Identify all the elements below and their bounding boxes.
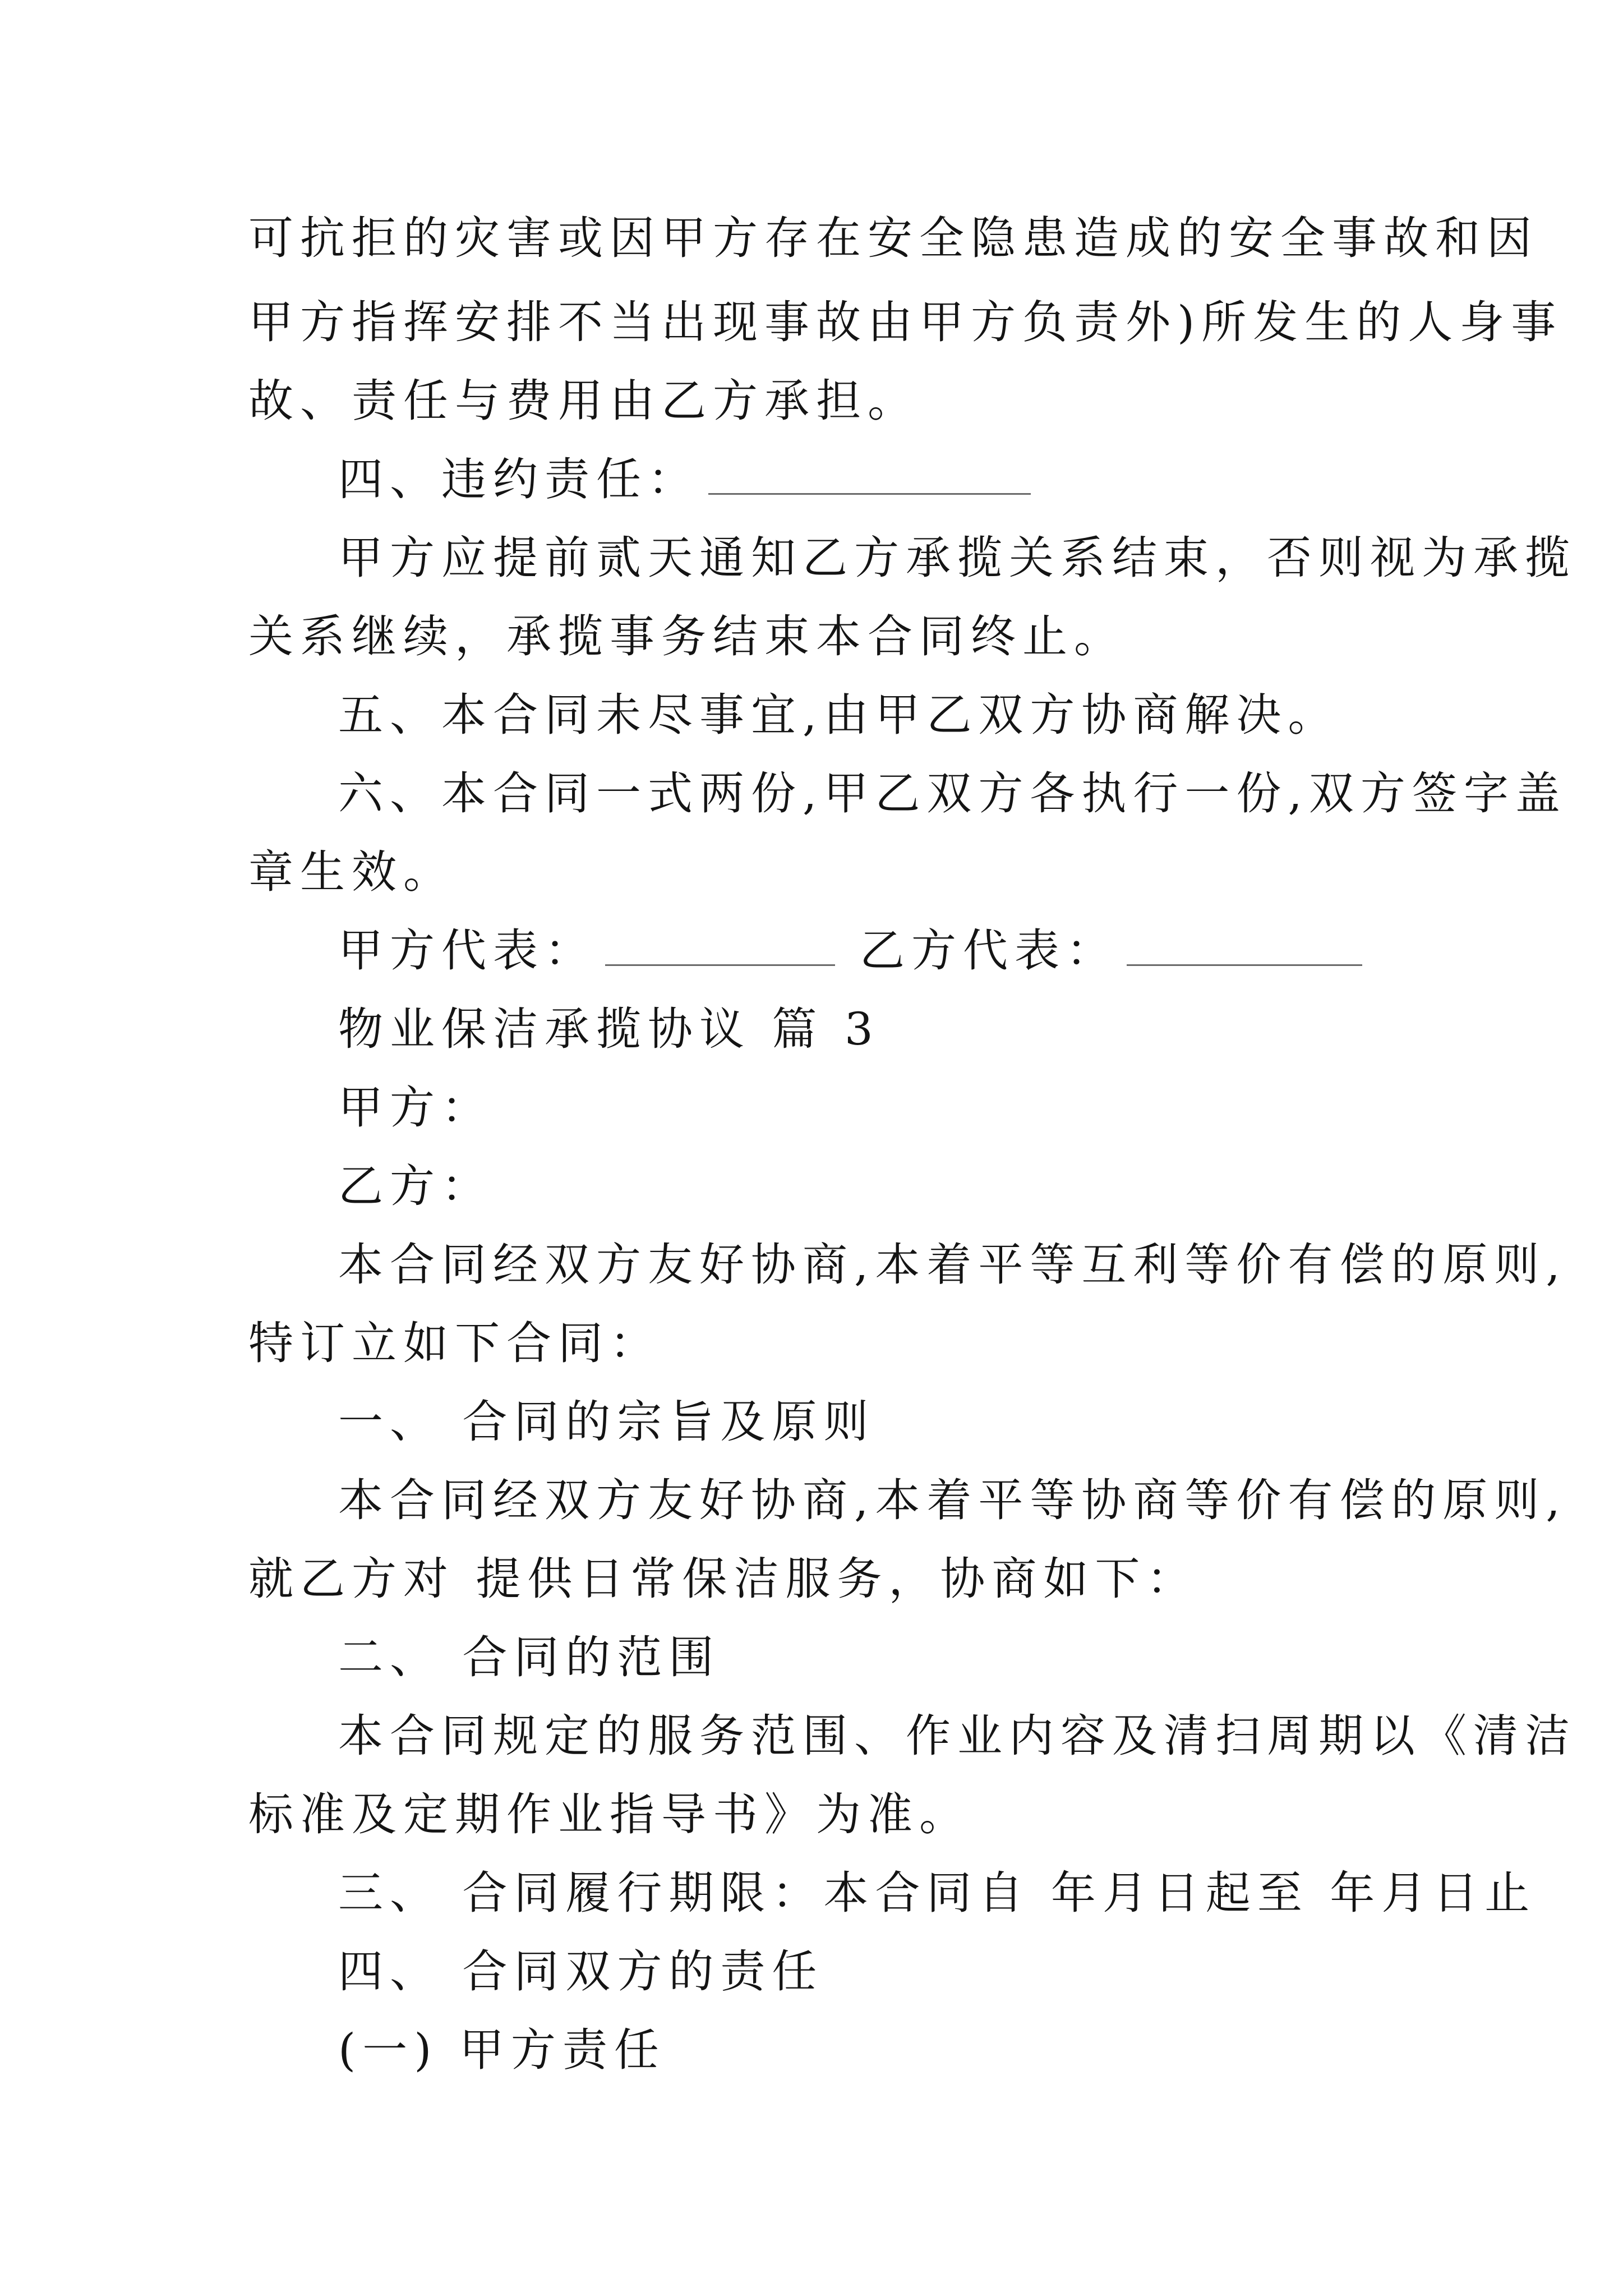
party-b-representative-label: 乙方代表： bbox=[860, 924, 1118, 977]
text-line: 甲方应提前贰天通知乙方承揽关系结束，否则视为承揽 bbox=[338, 532, 1576, 584]
party-b-signature-blank[interactable] bbox=[1127, 962, 1362, 966]
text-line: 关系继续，承揽事务结束本合同终止。 bbox=[248, 610, 1126, 662]
text-line: 甲方指挥安排不当出现事故由甲方负责外)所发生的人身事 bbox=[248, 296, 1563, 348]
text-line: 可抗拒的灾害或因甲方存在安全隐患造成的安全事故和因 bbox=[248, 212, 1538, 264]
text-line: 四、 合同双方的责任 bbox=[338, 1945, 824, 1998]
fill-in-blank[interactable] bbox=[708, 491, 1031, 495]
text-line: 乙方： bbox=[338, 1160, 493, 1212]
text-line: 本合同规定的服务范围、作业内容及清扫周期以《清洁 bbox=[338, 1710, 1576, 1762]
text-line: 本合同经双方友好协商,本着平等协商等价有偿的原则, bbox=[338, 1474, 1567, 1526]
text-line: 本合同经双方友好协商,本着平等互利等价有偿的原则, bbox=[338, 1239, 1567, 1291]
text-line: (一) 甲方责任 bbox=[338, 2024, 666, 2076]
signature-line bbox=[338, 917, 1362, 984]
text-line: 二、 合同的范围 bbox=[338, 1631, 721, 1683]
party-a-signature-blank[interactable] bbox=[605, 962, 835, 966]
text-line: 章生效。 bbox=[248, 846, 455, 898]
text-line: 四、违约责任： bbox=[338, 453, 699, 505]
section-title: 物业保洁承揽协议 篇 3 bbox=[338, 1003, 880, 1055]
text-line: 甲方： bbox=[338, 1082, 493, 1134]
party-a-representative-label: 甲方代表： bbox=[338, 924, 596, 977]
text-line: 三、 合同履行期限：本合同自 年月日起至 年月日止 bbox=[338, 1867, 1537, 1919]
text-line: 就乙方对 提供日常保洁服务，协商如下： bbox=[248, 1553, 1198, 1605]
text-line: 五、本合同未尽事宜,由甲乙双方协商解决。 bbox=[338, 689, 1340, 741]
text-line: 六、本合同一式两份,甲乙双方各执行一份,双方签字盖 bbox=[338, 767, 1567, 820]
text-line: 标准及定期作业指导书》为准。 bbox=[248, 1788, 971, 1841]
section-heading-breach bbox=[338, 446, 1031, 513]
text-line: 故、责任与费用由乙方承担。 bbox=[248, 375, 919, 427]
text-line: 特订立如下合同： bbox=[248, 1317, 661, 1369]
text-line: 一、 合同的宗旨及原则 bbox=[338, 1396, 875, 1448]
